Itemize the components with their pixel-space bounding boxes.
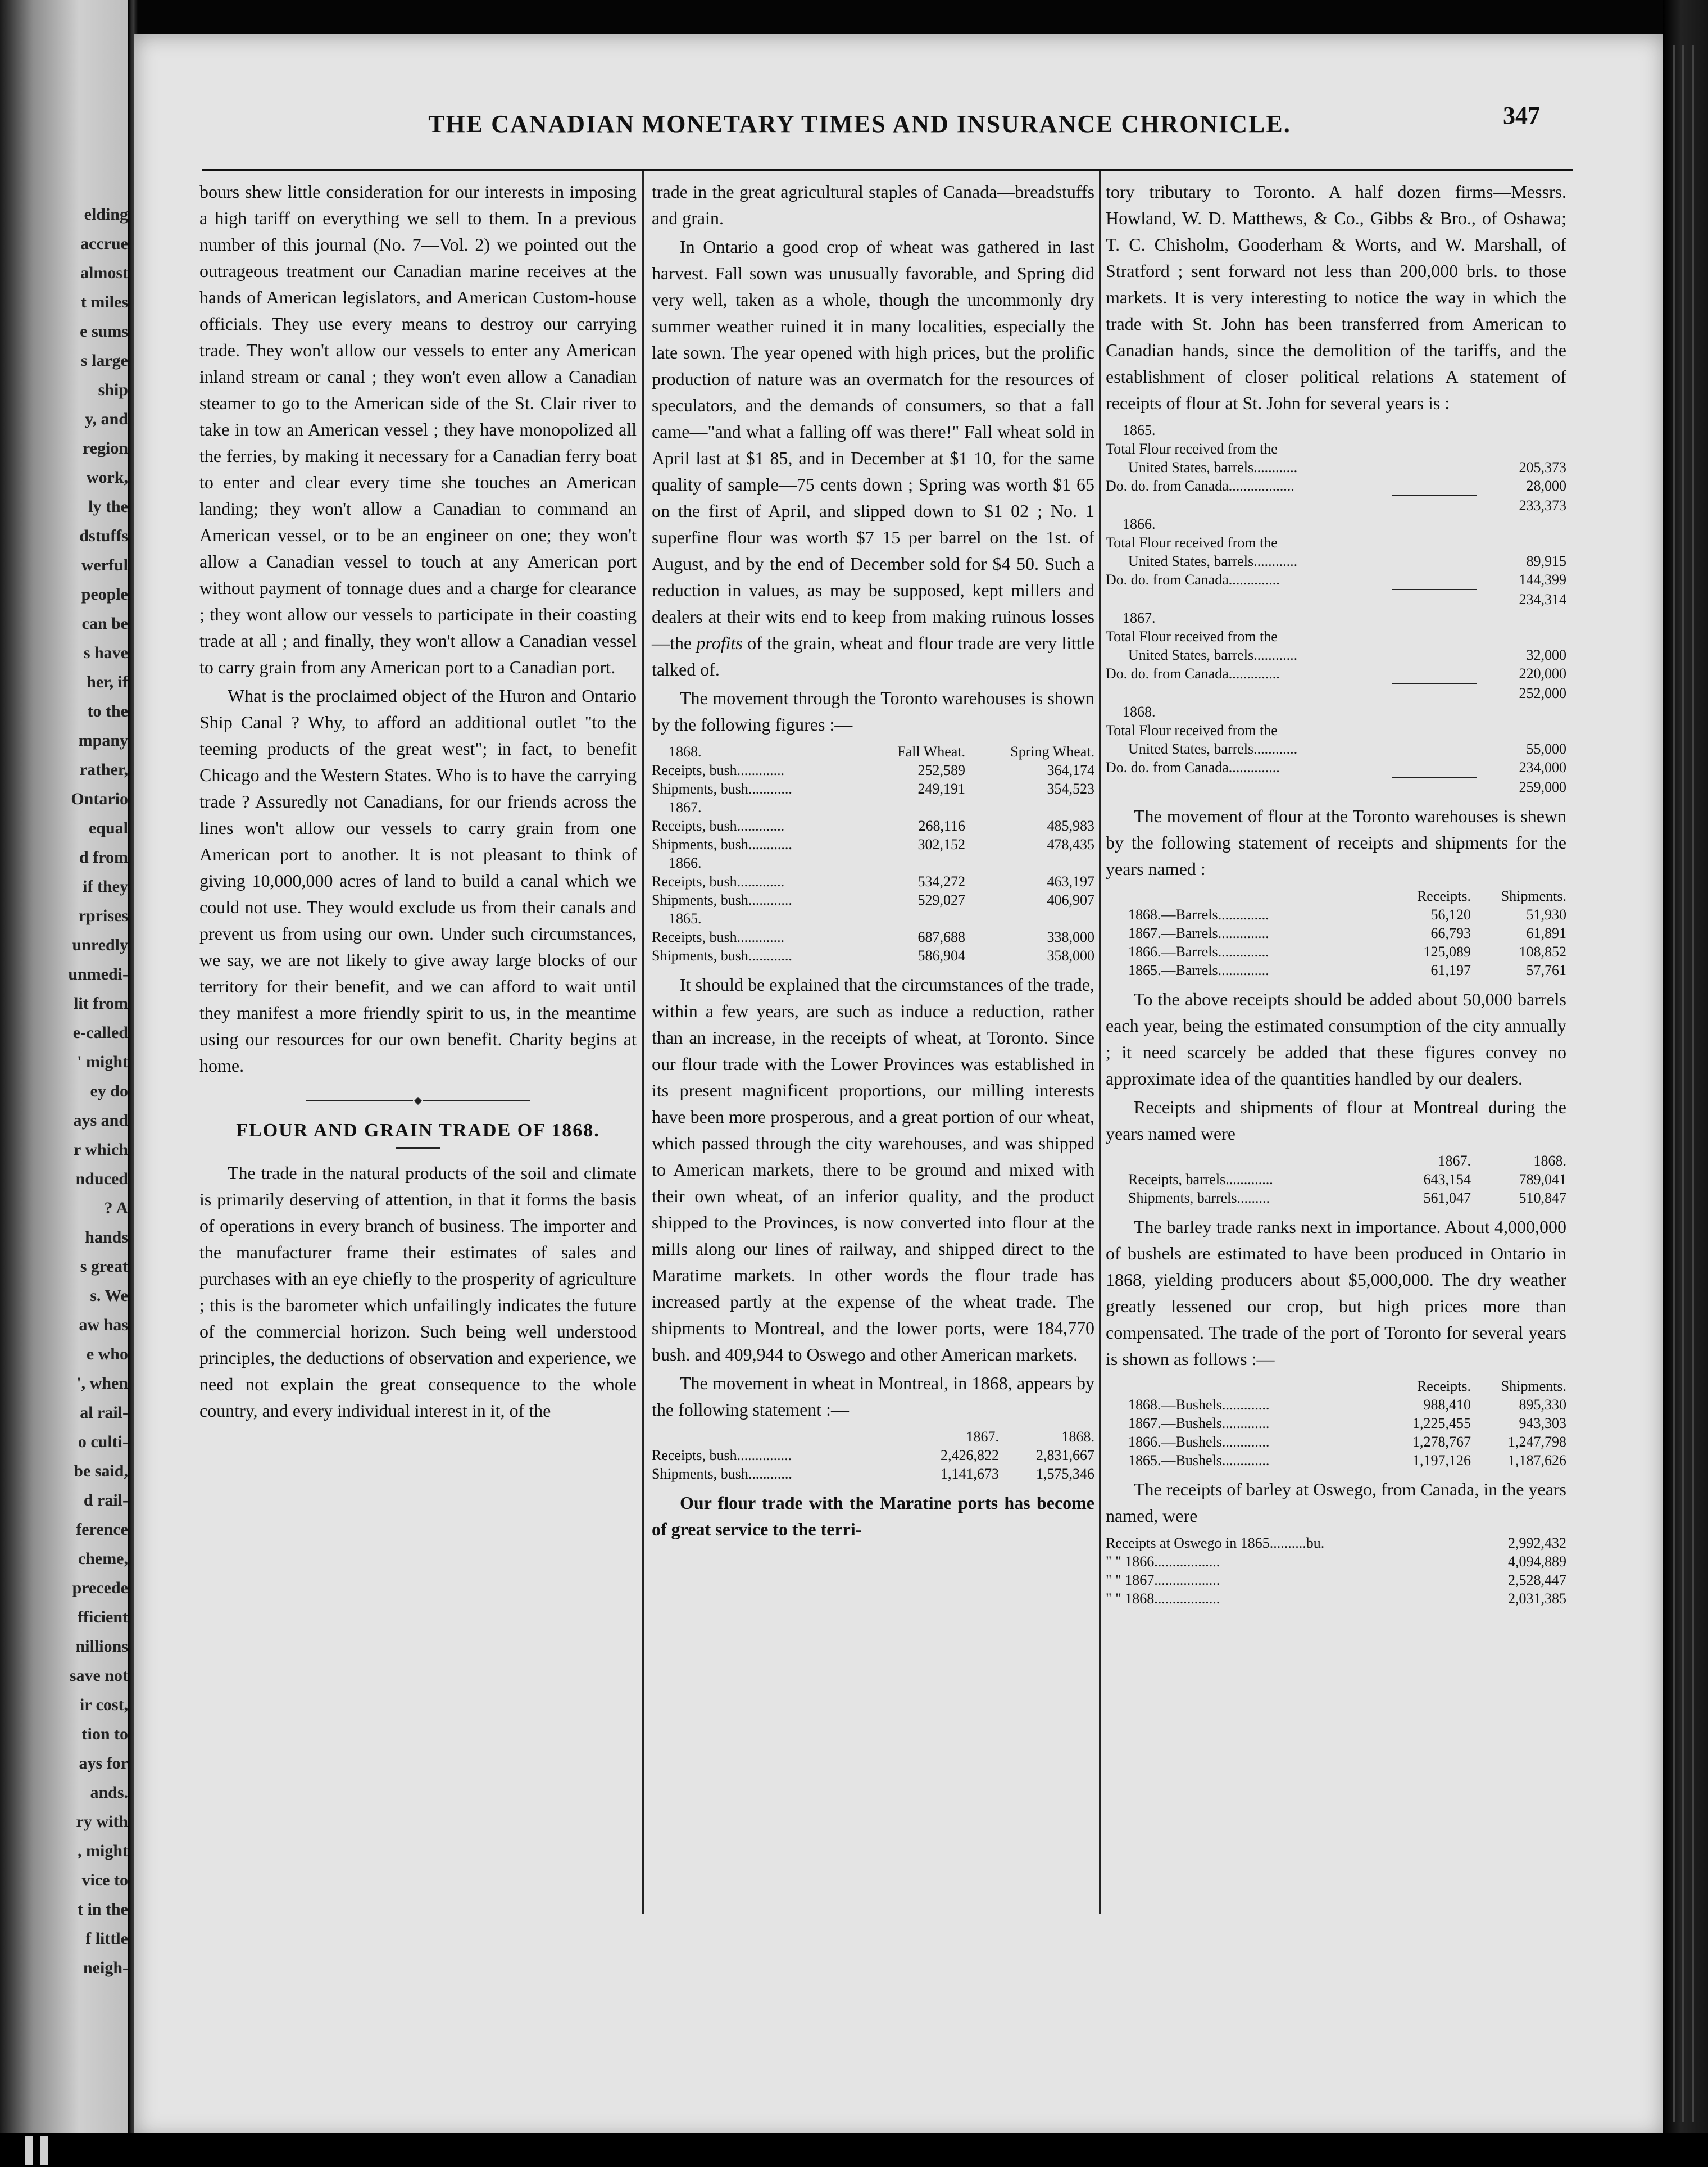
paragraph: To the above receipts should be added about 50,000 barrels each year, being the estimated consumption of the city annually ; it need scarcely be added that these figures convey no approximate idea of the quantities handled by our dealers.: [1106, 989, 1566, 1089]
previous-page-text-fragment: ? A: [104, 1199, 128, 1217]
previous-page-text-fragment: tion to: [81, 1725, 128, 1743]
cell: 55,000: [1526, 741, 1566, 757]
row-label: 1867.—Bushels.............: [1128, 1415, 1270, 1431]
previous-page-text-fragment: e sums: [80, 322, 128, 341]
paragraph: The trade in the natural products of the soil and climate is primarily deserving of attention, in that it forms the basis of operations in every branch of business. The importer and the manufacturer frame their estimates of sales and purchases with an eye chiefly to the prosperity of agriculture ; this is the barometer which unfailingly indicates the future of the commercial horizon. Such being well understood principles, the deductions of observation and experience, we need not explain the great consequence to the whole country, and every individual interest in it, of the: [199, 1163, 637, 1421]
previous-page-text-fragment: elding: [84, 205, 128, 224]
cell: 338,000: [1047, 929, 1094, 945]
cell: 66,793: [1430, 925, 1471, 941]
paragraph: What is the proclaimed object of the Huron and Ontario Ship Canal ? Why, to afford an additional outlet "to the teeming products of the great west"; in fact, to benefit Chicago and the Western States. Who is to have the carrying trade ? Assuredly not Canadians, for our friends across the lines won't allow our vessels to carry grain from one American port to another. It is not pleasant to think of giving 10,000,000 acres of land to build a canal which we could not use. They would exclude us from their canals and prevent us from using our own. Under such circumstances, we say, we are not likely to give away large blocks of our territory for their benefit, and we can afford to wait until they manifest a more friendly spirit to us, in the meantime using our resources for our own benefit. Charity begins at home.: [199, 686, 637, 1076]
previous-page-text-fragment: work,: [86, 468, 128, 487]
previous-page-text-fragment: ship: [98, 380, 128, 399]
cell: 252,589: [917, 762, 965, 778]
total-cell: 252,000: [1519, 685, 1566, 701]
total-cell: 233,373: [1519, 497, 1566, 514]
row-label: 1868.—Barrels..............: [1128, 906, 1269, 923]
row-label: United States, barrels............: [1128, 459, 1298, 475]
paragraph: trade in the great agricultural staples of Canada—breadstuffs and grain.: [652, 182, 1094, 228]
row-label: Receipts, bush.............: [652, 818, 785, 834]
row-label: Receipts, bush.............: [652, 762, 785, 778]
table-year: 1868.: [1123, 704, 1156, 720]
cell: 234,000: [1519, 759, 1566, 776]
heading-rule: [396, 1147, 440, 1149]
column-header: Fall Wheat.: [897, 744, 965, 760]
previous-page-text-fragment: aw has: [79, 1316, 128, 1334]
previous-page-text-fragment: region: [82, 439, 128, 457]
previous-page-text-fragment: s large: [80, 351, 128, 370]
previous-page-text-fragment: al rail-: [80, 1403, 128, 1422]
row-label: 1866.—Bushels.............: [1128, 1434, 1270, 1450]
cell: 2,031,385: [1508, 1590, 1566, 1607]
cell: 1,247,798: [1508, 1434, 1566, 1450]
header-rule: [202, 169, 1573, 171]
cell: 28,000: [1526, 478, 1566, 494]
cell: 57,761: [1526, 962, 1566, 978]
column-rule-2: [1099, 171, 1101, 1914]
total-cell: 259,000: [1519, 779, 1566, 795]
row-label: Shipments, barrels.........: [1128, 1190, 1270, 1206]
row-label: Receipts, bush.............: [652, 929, 785, 945]
cell: 108,852: [1519, 944, 1566, 960]
previous-page-text-fragment: ays and: [73, 1111, 128, 1130]
table-year: 1865.: [1123, 422, 1156, 438]
table-year: 1866.: [1123, 516, 1156, 532]
row-label: Receipts, barrels.............: [1128, 1171, 1273, 1187]
cell: 61,891: [1526, 925, 1566, 941]
cell: 687,688: [917, 929, 965, 945]
column-rule-1: [642, 171, 644, 1914]
paragraph: Receipts and shipments of flour at Montreal during the years named were: [1106, 1097, 1566, 1144]
table-year: 1867.: [669, 799, 702, 815]
previous-page-text-fragment: neigh-: [83, 1959, 128, 1977]
column-header: Spring Wheat.: [1010, 744, 1094, 760]
table-year: 1866.: [669, 855, 702, 871]
row-label: " " 1866..................: [1106, 1553, 1220, 1570]
previous-page-text-fragment: , might: [78, 1842, 128, 1860]
previous-page-text-fragment: s have: [83, 643, 128, 662]
cell: 56,120: [1430, 906, 1471, 923]
cell: 534,272: [917, 873, 965, 890]
paragraph: bours shew little consideration for our interests in imposing a high tariff on everything we sell to them. In a previous number of this journal (No. 7—Vol. 2) we pointed out the outrageous treatment our Canadian marine receives at the hands of American legislators, and American Custom-house officials. They use every means to destroy our carrying trade. They won't allow our vessels to enter any American inland stream or canal ; they won't even allow a Canadian steamer to go to the American side of the St. Clair river to take in tow an American vessel ; they have monopolized all the ferries, by making it necessary for a Canadian ferry boat to enter and clear every time she touches an American landing; they won't allow a Canadian to command an American vessel, or to be an engineer on one; they won't allow a Canadian vessel to touch at any American port without payment of tonnage dues and a charge for clearance ; they wont allow our vessels to participate in their coasting trade at all ; and finally, they won't allow a Canadian vessel to carry grain from any American port to a Canadian port.: [199, 182, 637, 677]
cell: 406,907: [1047, 892, 1094, 908]
oswego-barley-table: [1106, 1534, 1566, 1608]
row-label: Receipts, bush...............: [652, 1447, 792, 1463]
cell: 89,915: [1526, 553, 1566, 569]
previous-page-text-fragment: o culti-: [78, 1432, 128, 1451]
toronto-barley-table: [1106, 1377, 1566, 1470]
column-2: [652, 179, 1094, 1543]
previous-page-text-fragment: t in the: [78, 1900, 128, 1919]
previous-page-text-fragment: precede: [72, 1579, 128, 1597]
cell: 895,330: [1519, 1397, 1566, 1413]
previous-page-text-fragment: ey do: [90, 1082, 128, 1100]
row-label: United States, barrels............: [1128, 553, 1298, 569]
previous-page-text-fragment: nillions: [75, 1637, 128, 1656]
table-year: 1867.: [1123, 610, 1156, 626]
previous-page-text-fragment: mpany: [78, 731, 128, 750]
cell: 643,154: [1423, 1171, 1471, 1187]
column-header: 1867.: [1438, 1153, 1471, 1169]
cell: 32,000: [1526, 647, 1566, 663]
row-label: " " 1867..................: [1106, 1572, 1220, 1588]
cell: 988,410: [1423, 1397, 1471, 1413]
previous-page-text-fragment: be said,: [74, 1462, 128, 1480]
cell: 1,141,673: [941, 1466, 999, 1482]
toronto-wheat-table: [652, 742, 1094, 965]
previous-page-text-fragment: vice to: [81, 1871, 128, 1889]
row-label: Total Flour received from the: [1106, 441, 1278, 457]
previous-page-text-fragment: cheme,: [78, 1549, 128, 1568]
cell: 2,426,822: [941, 1447, 999, 1463]
previous-page-text-fragment: ir cost,: [79, 1695, 128, 1714]
page-number: 347: [1503, 102, 1540, 129]
previous-page-text-fragment: ands.: [90, 1783, 128, 1802]
cell: 510,847: [1519, 1190, 1566, 1206]
paragraph: Our flour trade with the Maratine ports has become of great service to the terri-: [652, 1493, 1094, 1539]
previous-page-text-fragment: save not: [69, 1666, 128, 1685]
previous-page-text-fragment: d from: [79, 848, 128, 867]
previous-page-text-fragment: if they: [83, 877, 128, 896]
cell: 144,399: [1519, 572, 1566, 588]
row-label: 1865.—Bushels.............: [1128, 1452, 1270, 1468]
cell: 358,000: [1047, 948, 1094, 964]
previous-page-text-fragment: r which: [74, 1140, 128, 1159]
montreal-flour-table: [1106, 1151, 1566, 1207]
cell: 2,992,432: [1508, 1535, 1566, 1551]
paragraph: The receipts of barley at Oswego, from Canada, in the years named, were: [1106, 1479, 1566, 1526]
cell: 249,191: [917, 781, 965, 797]
total-cell: 234,314: [1519, 591, 1566, 608]
previous-page-text-fragment: ' might: [77, 1053, 128, 1071]
cell: 2,528,447: [1508, 1572, 1566, 1588]
toronto-flour-table: [1106, 887, 1566, 980]
row-label: Total Flour received from the: [1106, 534, 1278, 551]
column-3: [1106, 179, 1566, 1615]
row-label: 1868.—Bushels.............: [1128, 1397, 1270, 1413]
section-ornament: [199, 1086, 637, 1103]
previous-page-text-fragment: ry with: [76, 1812, 128, 1831]
previous-page-text-fragment: ', when: [76, 1374, 128, 1393]
cell: 1,225,455: [1412, 1415, 1471, 1431]
row-label: Do. do. from Canada..............: [1106, 665, 1280, 682]
row-label: Total Flour received from the: [1106, 722, 1278, 738]
previous-page-text-fragment: can be: [81, 614, 128, 633]
cell: 51,930: [1526, 906, 1566, 923]
cell: 61,197: [1430, 962, 1471, 978]
row-label: Shipments, bush............: [652, 892, 792, 908]
row-label: 1865.—Barrels..............: [1128, 962, 1269, 978]
cell: 1,575,346: [1036, 1466, 1094, 1482]
cell: 4,094,889: [1508, 1553, 1566, 1570]
cell: 943,303: [1519, 1415, 1566, 1431]
paragraph: The barley trade ranks next in importance. About 4,000,000 of bushels are estimated to have been produced in Ontario in 1868, yielding producers about $5,000,000. The dry weather greatly lessened our crop, but high prices more than compensated. The trade of the port of Toronto for several years is shown as follows :—: [1106, 1217, 1566, 1369]
paragraph: tory tributary to Toronto. A half dozen firms—Messrs. Howland, W. D. Matthews, & Co., Gibbs & Bro., of Oshawa; T. C. Chisholm, Gooderham & Worts, and W. Marshall, of Stratford ; sent forward not less than 200,000 brls. to those markets. It is very interesting to notice the way in which the trade with St. John has been transferred from American to Canadian hands, since the demolition of the tariffs, and the establishment of closer political relations A statement of receipts of flour at St. John for several years is :: [1106, 182, 1566, 413]
paragraph: The movement in wheat in Montreal, in 1868, appears by the following statement :—: [652, 1373, 1094, 1420]
cell: 561,047: [1423, 1190, 1471, 1206]
previous-page-text-fragment: s great: [80, 1257, 128, 1276]
page-stack-edge: [1663, 0, 1708, 2167]
previous-page-text-fragment: t miles: [80, 293, 128, 311]
previous-page-text-fragment: ays for: [79, 1754, 128, 1772]
previous-page-text-fragment: nduced: [75, 1169, 128, 1188]
table-year: 1865.: [669, 910, 702, 927]
row-label: United States, barrels............: [1128, 647, 1298, 663]
column-1: [199, 179, 637, 1424]
paragraph: It should be explained that the circumstances of the trade, within a few years, are such as induce a reduction, rather than an increase, in the receipts of wheat, at Toronto. Since our flour trade with the Lower Provinces was established in its present magnificent proportions, our milling interests have been more prosperous, and a great portion of our wheat, which passed through the city warehouses, and was shipped to American markets, there to be ground and mixed with their own wheat, of an inferior quality, and the product shipped to the Provinces, is now converted into flour at the mills along our lines of railway, and shipped direct to the Maratime markets. In other words the flour trade has increased partly at the expense of the wheat trade. The shipments to Montreal, and the lower ports, were 184,770 bush. and 409,944 to Oswego and other American markets.: [652, 974, 1094, 1364]
previous-page-text-fragment: dstuffs: [79, 527, 128, 545]
row-label: Do. do. from Canada..................: [1106, 478, 1294, 494]
cell: 586,904: [917, 948, 965, 964]
column-header: Receipts.: [1416, 1378, 1471, 1394]
previous-page-text-fragment: to the: [87, 702, 128, 720]
previous-page-text-fragment: Ontario: [71, 790, 128, 808]
paragraph: The movement through the Toronto warehouses is shown by the following figures :—: [652, 688, 1094, 735]
previous-page-text-fragment: accrue: [80, 234, 128, 253]
paragraph: The movement of flour at the Toronto warehouses is shewn by the following statement of receipts and shipments for the years named :: [1106, 806, 1566, 879]
table-year: 1868.: [669, 744, 702, 760]
previous-page-text-fragment: equal: [88, 819, 128, 837]
cell: 125,089: [1423, 944, 1471, 960]
cell: 1,278,767: [1412, 1434, 1471, 1450]
row-label: Shipments, bush............: [652, 1466, 792, 1482]
previous-page-text-fragment: unmedi-: [68, 965, 128, 983]
previous-page-text-fragment: her, if: [87, 673, 128, 691]
cell: 354,523: [1047, 781, 1094, 797]
row-label: Receipts at Oswego in 1865..........bu.: [1106, 1535, 1325, 1551]
cell: 205,373: [1519, 459, 1566, 475]
previous-page-text-fragment: e-called: [72, 1023, 128, 1042]
row-label: Shipments, bush............: [652, 948, 792, 964]
column-header: Shipments.: [1501, 888, 1566, 904]
cell: 268,116: [918, 818, 965, 834]
previous-page-text-fragment: s. We: [90, 1286, 128, 1305]
previous-page-text-fragment: fficient: [78, 1608, 128, 1626]
row-label: Total Flour received from the: [1106, 628, 1278, 645]
column-header: 1868.: [1533, 1153, 1566, 1169]
previous-page-edge: [0, 0, 132, 2167]
cell: 1,187,626: [1508, 1452, 1566, 1468]
column-header: Receipts.: [1416, 888, 1471, 904]
column-header: Shipments.: [1501, 1378, 1566, 1394]
cell: 302,152: [917, 836, 965, 853]
cell: 220,000: [1519, 665, 1566, 682]
row-label: " " 1868..................: [1106, 1590, 1220, 1607]
paragraph: In Ontario a good crop of wheat was gathered in last harvest. Fall sown was unusually favorable, and Spring did very well, taken as a whole, though the uncommonly dry summer weather ruined it in many localities, especially the late sown. The year opened with high prices, but the prolific production of nature was an overmatch for the resources of speculators, and the demands of consumers, so that a fall came—"and what a falling off was there!" Fall wheat sold in April last at $1 85, and in December at $1 10, for the same quality of sample—75 cents down ; Spring was worth $1 65 on the first of April, and slipped down to $1 02 ; No. 1 superfine flour was worth $7 15 per barrel on the 1st. of August, and by the end of December sold for $4 50. Such a reduction in values, as may be supposed, kept millers and dealers at their wits end to keep from making ruinous losses—the profits of the grain, wheat and flour trade are very little talked of.: [652, 237, 1095, 679]
row-label: 1867.—Barrels..............: [1128, 925, 1269, 941]
row-label: United States, barrels............: [1128, 741, 1298, 757]
cell: 463,197: [1047, 873, 1094, 890]
previous-page-text-fragment: rprises: [78, 906, 128, 925]
previous-page-text-fragment: f little: [85, 1929, 128, 1948]
row-label: Do. do. from Canada..............: [1106, 572, 1280, 588]
bottom-edge: [0, 2133, 1708, 2167]
row-label: Shipments, bush............: [652, 781, 792, 797]
st-john-flour-table: [1106, 421, 1566, 796]
previous-page-text-fragment: lit from: [74, 994, 128, 1013]
previous-page-text-fragment: unredly: [72, 936, 128, 954]
row-label: 1866.—Barrels..............: [1128, 944, 1269, 960]
previous-page-text-fragment: rather,: [79, 760, 128, 779]
cell: 485,983: [1047, 818, 1094, 834]
montreal-wheat-table: [652, 1427, 1094, 1483]
cell: 1,197,126: [1412, 1452, 1471, 1468]
article-heading: FLOUR AND GRAIN TRADE OF 1868.: [236, 1120, 600, 1141]
cell: 364,174: [1047, 762, 1094, 778]
previous-page-text-fragment: y, and: [85, 410, 128, 428]
cell: 529,027: [917, 892, 965, 908]
row-label: Shipments, bush............: [652, 836, 792, 853]
cell: 478,435: [1047, 836, 1094, 853]
row-label: Do. do. from Canada..............: [1106, 759, 1280, 776]
running-header: THE CANADIAN MONETARY TIMES AND INSURANCE CHRONICLE.: [428, 110, 1291, 138]
previous-page-text-fragment: ly the: [88, 497, 128, 516]
previous-page-text-fragment: d rail-: [83, 1491, 128, 1509]
previous-page-text-fragment: e who: [86, 1345, 128, 1363]
previous-page-text-fragment: hands: [85, 1228, 128, 1246]
previous-page-text-fragment: werful: [81, 556, 128, 574]
previous-page-text-fragment: people: [81, 585, 128, 604]
column-header: 1868.: [1061, 1429, 1094, 1445]
previous-page-text-fragment: almost: [80, 264, 128, 282]
cell: 789,041: [1519, 1171, 1566, 1187]
row-label: Receipts, bush.............: [652, 873, 785, 890]
cell: 2,831,667: [1036, 1447, 1094, 1463]
previous-page-text-fragment: ference: [76, 1520, 128, 1539]
column-header: 1867.: [966, 1429, 999, 1445]
